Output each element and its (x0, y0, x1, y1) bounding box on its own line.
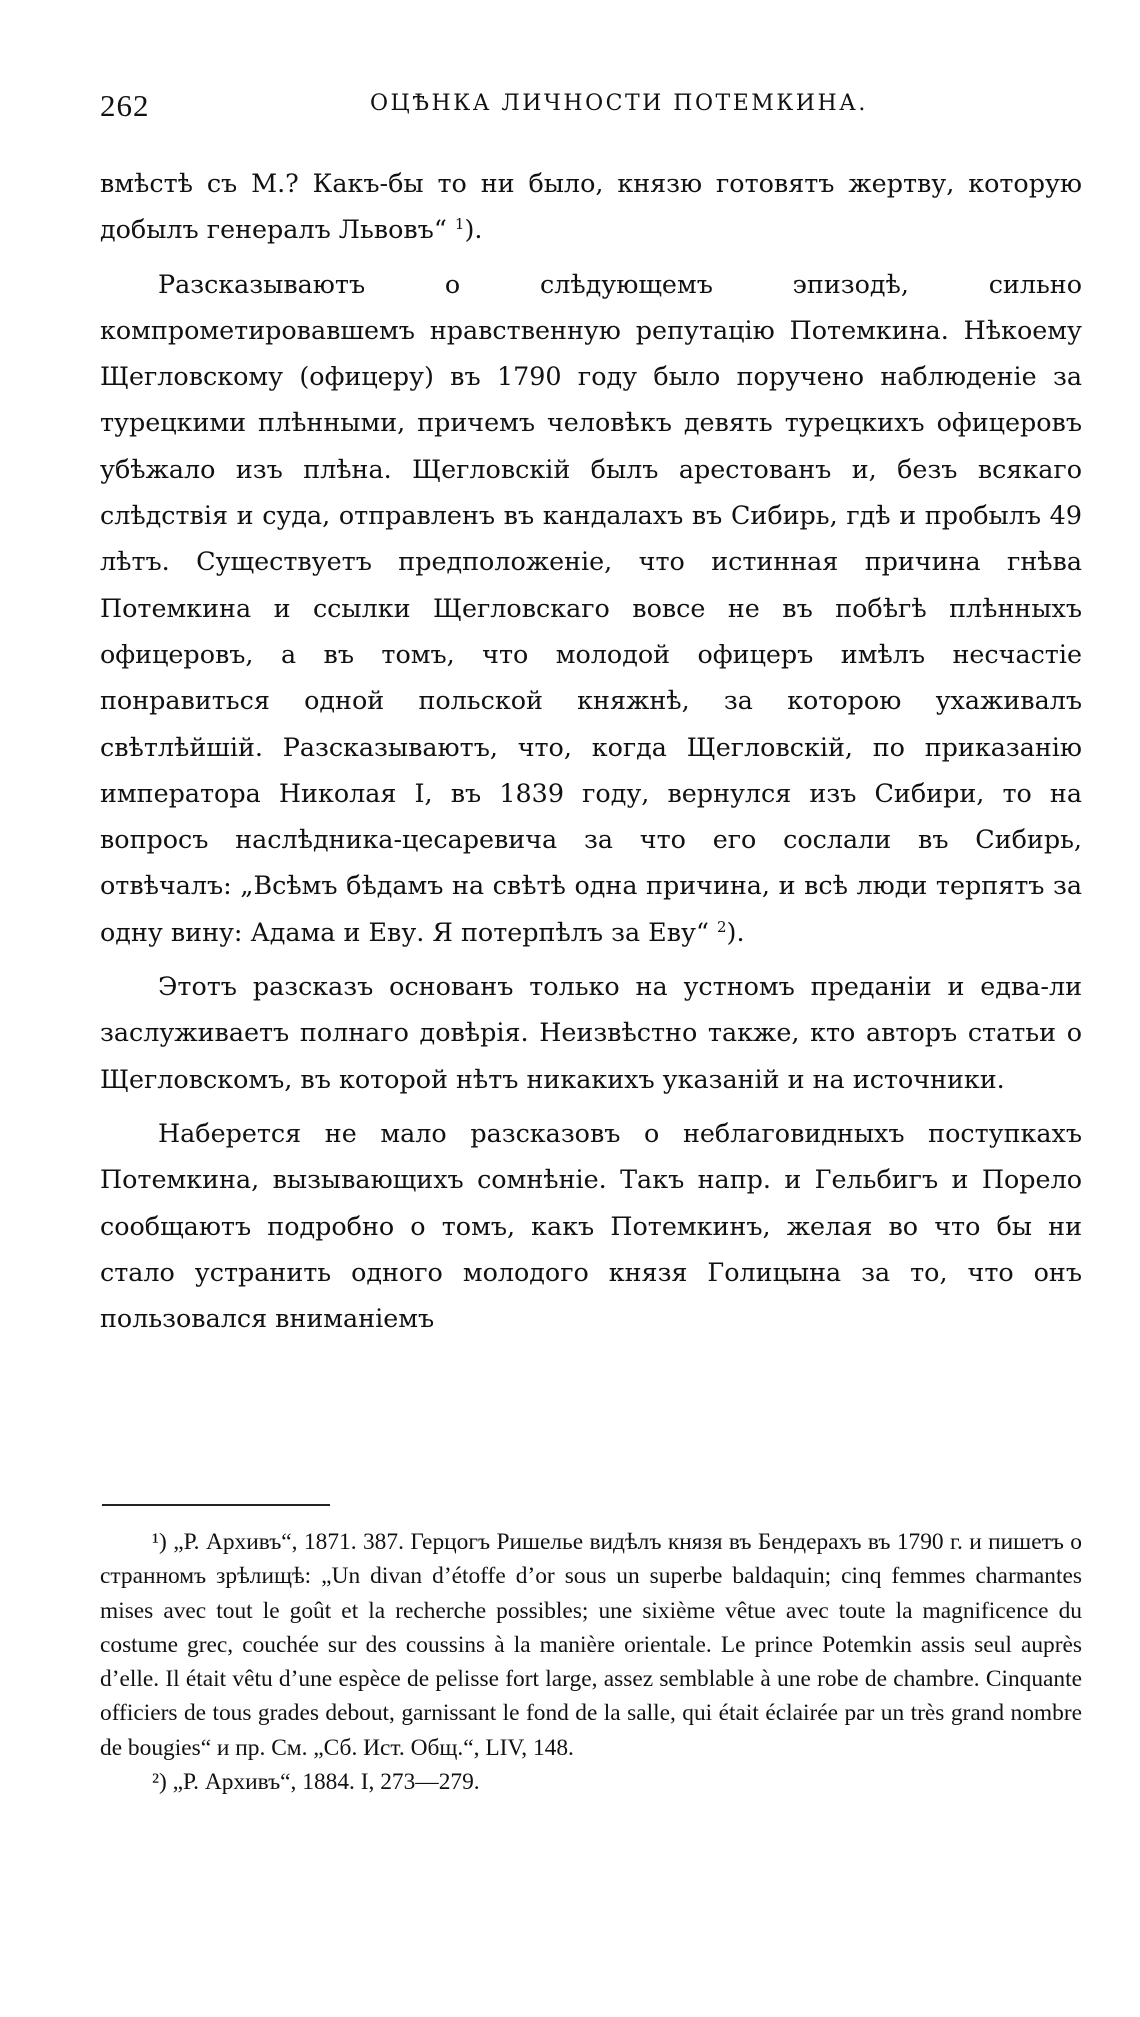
page-header (100, 88, 1080, 128)
footnote-1-text: „Р. Архивъ“, 1871. 387. Герцогъ Ришелье видѣлъ князя въ Бендерахъ въ 1790 г. и пишетъ о странномъ зрѣлищѣ: „Un divan d’étoffe d’or sous un superbe baldaquin; cinq femmes charmantes mises avec tout le goût et la recherche possibles; une sixième vêtue avec toute la magnificence du costume grec, couchée sur des coussins à la manière orientale. Le prince Potemkin assis seul auprès d’elle. Il était vêtu d’une espèce de pelisse fort large, assez semblable à une robe de chambre. Cinquante officiers de tous grades debout, garnissant le fond de la salle, qui était éclairée par un très grand nombre de bougies“ и пр. См. „Сб. Ист. Общ.“, LIV, 148. (100, 1529, 1082, 1761)
footnote-ref-2: 2 (717, 917, 727, 936)
footnotes (100, 1525, 1082, 1799)
paragraph-2-tail: ). (726, 916, 745, 947)
page-number: 262 (100, 88, 150, 123)
paragraph-1-tail: ). (464, 214, 483, 245)
footnote-2-marker: ²) (152, 1769, 167, 1796)
footnote-1 (100, 1525, 1082, 1765)
footnote-divider (102, 1504, 330, 1506)
main-text (100, 160, 1082, 1341)
paragraph-2-text: Разсказываютъ о слѣдующемъ эпизодѣ, сильно компрометировавшемъ нравственную репутацію Потемкина. Нѣкоему Щегловскому (офицеру) въ 1790 году было поручено наблюденіе за турецкими плѣнными, причемъ человѣкъ девять турецкихъ офицеровъ убѣжало изъ плѣна. Щегловскій былъ арестованъ и, безъ всякаго слѣдствія и суда, отправленъ въ кандалахъ въ Сибирь, гдѣ и пробылъ 49 лѣтъ. Существуетъ предположеніе, что истинная причина гнѣва Потемкина и ссылки Щегловскаго вовсе не въ побѣгѣ плѣнныхъ офицеровъ, а въ томъ, что молодой офицеръ имѣлъ несчастіе понравиться одной польской княжнѣ, за которою ухаживалъ свѣтлѣйшій. Разсказываютъ, что, когда Щегловскій, по приказанію императора Николая I, въ 1839 году, вернулся изъ Сибири, то на вопросъ наслѣдника-цесаревича за что его сослали въ Сибирь, отвѣчалъ: „Всѣмъ бѣдамъ на свѣтѣ одна причина, и всѣ люди терпятъ за одну вину: Адама и Еву. Я потерпѣлъ за Еву“ (100, 268, 1082, 947)
footnote-ref-1: 1 (454, 215, 465, 234)
running-title: ОЦѢНКА ЛИЧНОСТИ ПОТЕМКИНА. (370, 91, 868, 116)
footnote-1-marker: ¹) (152, 1529, 167, 1555)
footnote-2 (100, 1765, 1082, 1799)
paragraph-1-text: вмѣстѣ съ М.? Какъ-бы то ни было, князю готовятъ жертву, которую добылъ генералъ Львовъ“ (100, 168, 1082, 245)
paragraph-3: Этотъ разсказъ основанъ только на устномъ преданіи и едва-ли заслуживаетъ полнаго довѣрія. Неизвѣстно также, кто авторъ статьи о Щегловскомъ, въ которой нѣтъ никакихъ указаній и на источники. (100, 971, 1082, 1094)
paragraph-4: Наберется не мало разсказовъ о неблаговидныхъ поступкахъ Потемкина, вызывающихъ сомнѣніе. Такъ напр. и Гельбигъ и Порело сообщаютъ подробно о томъ, какъ Потемкинъ, желая во что бы ни стало устранить одного молодого князя Голицына за то, что онъ пользовался вниманіемъ (100, 1117, 1082, 1334)
paragraph-1 (100, 160, 1082, 253)
footnote-2-text: „Р. Архивъ“, 1884. I, 273—279. (166, 1769, 480, 1796)
paragraph-2 (100, 261, 1082, 955)
